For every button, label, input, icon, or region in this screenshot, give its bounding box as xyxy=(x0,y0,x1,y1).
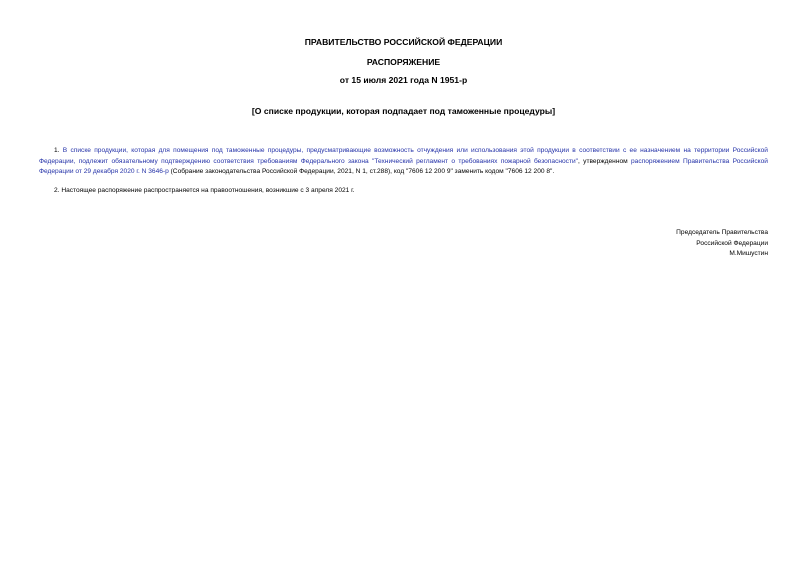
paragraph-1-number: 1. xyxy=(54,147,63,154)
document-date-line: от 15 июля 2021 года N 1951-р xyxy=(339,75,468,85)
paragraph-1-text-2: (Собрание законодательства Российской Федерации, 2021, N 1, ст.288), код "7606 12 200 9" заменить кодом "7606 12 200 8". xyxy=(168,168,555,175)
paragraph-2: 2. Настоящее распоряжение распространяется на правоотношения, возникшие с 3 апреля 2021 г. xyxy=(54,187,355,194)
product-list-link[interactable]: В списке продукции, которая для помещения под таможенные процедуры, предусматривающие возможность отчуждения или использования этой продукции в соответствии с ее назначением на территории Российской Федерации, подлежит обязательному подтверждению соответствия требованиям Федерального закона "Технический регламент о требованиях пожарной безопасности" xyxy=(39,147,768,165)
signature-position: Председатель Правительства xyxy=(676,229,768,236)
document-type-heading: РАСПОРЯЖЕНИЕ xyxy=(366,57,441,67)
paragraph-1-text-1: , утвержденном xyxy=(578,157,631,165)
signature-organization: Российской Федерации xyxy=(696,240,768,247)
paragraph-1 xyxy=(39,146,768,178)
document-title: [О списке продукции, которая подпадает под таможенные процедуры] xyxy=(251,106,556,116)
government-heading: ПРАВИТЕЛЬСТВО РОССИЙСКОЙ ФЕДЕРАЦИИ xyxy=(304,37,503,47)
signature-name: М.Мишустин xyxy=(729,250,768,257)
government-order-link[interactable]: распоряжением Правительства Российской Федерации от 29 декабря 2020 г. N 3646-р xyxy=(39,157,768,175)
